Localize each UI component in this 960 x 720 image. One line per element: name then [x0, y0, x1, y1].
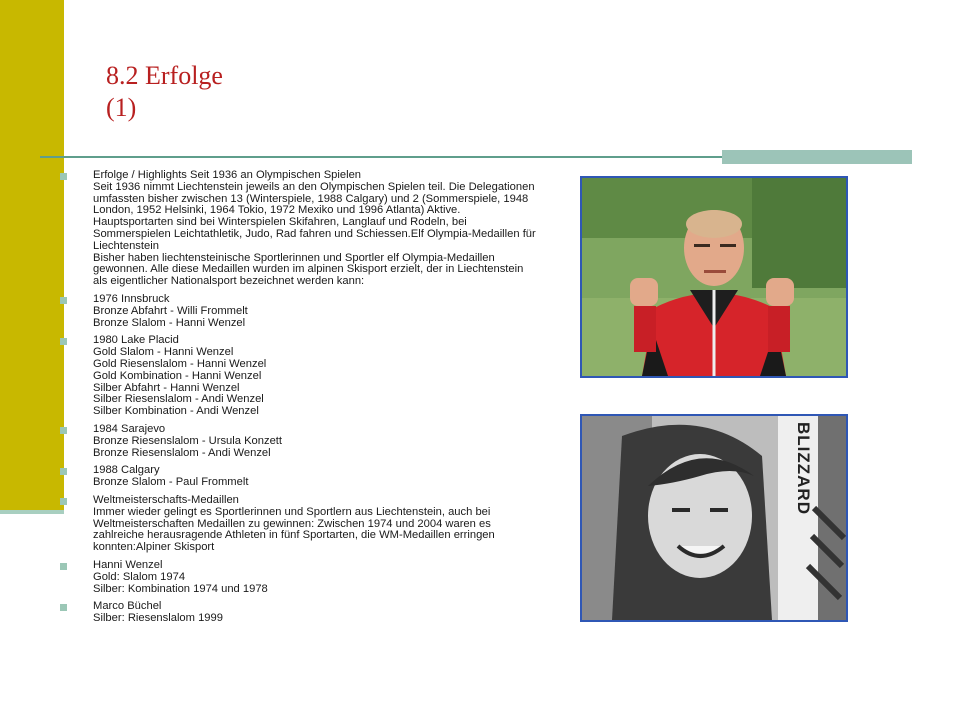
- square-bullet-icon: [60, 563, 67, 570]
- content-bullet-list: [60, 170, 540, 631]
- square-bullet-icon: [60, 468, 67, 475]
- athlete-photo-man: [580, 176, 848, 378]
- list-item-heading: Weltmeisterschafts-Medaillen: [93, 493, 239, 506]
- list-item-heading: Erfolge / Highlights Seit 1936 an Olympischen Spielen: [93, 169, 362, 181]
- athlete-photo-woman: [580, 414, 848, 622]
- list-item-body: Gold: Slalom 1974 Silber: Kombination 1974 und 1978: [93, 570, 268, 595]
- square-bullet-icon: [60, 604, 67, 611]
- slide-title-line1: 8.2 Erfolge: [106, 61, 223, 90]
- list-item-body: Bronze Abfahrt - Willi Frommelt Bronze Slalom - Hanni Wenzel: [93, 304, 248, 329]
- slide-title: [106, 60, 223, 124]
- list-item-heading: 1980 Lake Placid: [93, 334, 179, 347]
- list-item-body: Seit 1936 nimmt Liechtenstein jeweils an den Olympischen Spielen teil. Die Delegationen umfassten bisher zwischen 13 (Winterspiele, 1988 Calgary) und 2 (Sommerspiele, 1948 London, 1952 Helsinki, 1964 Tokio, 1972 Mexiko und 1996 Atlanta) Aktive. Hauptsportarten sind bei Winterspielen Skifahren, Langlauf und Rodeln, bei Sommerspielen Leichtathletik, Judo, Rad fahren und Schiessen.Elf Olympia-Medaillen für Liechtenstein Bisher haben liechtensteinische Sportlerinnen und Sportler elf Olympia-Medaillen gewonnen. Alle diese Medaillen wurden im alpinen Skisport erzielt, der in Liechtenstein als eigentlicher Nationalsport bezeichnet werden kann:: [93, 180, 536, 288]
- list-item-body: Gold Slalom - Hanni Wenzel Gold Riesenslalom - Hanni Wenzel Gold Kombination - Hanni Wenzel Silber Abfahrt - Hanni Wenzel Silber Riesenslalom - Andi Wenzel Silber Kombination - Andi Wenzel: [93, 346, 267, 418]
- list-item: [60, 495, 540, 554]
- list-item-body: Immer wieder gelingt es Sportlerinnen und Sportlern aus Liechtenstein, auch bei Weltmeisterschaften Medaillen zu gewinnen: Zwischen 1974 und 2004 waren es zahlreiche herausragende Athleten in fünf Sportarten, die WM-Medaillen erringen konnten:Alpiner Skisport: [93, 505, 495, 554]
- left-accent-bar: [0, 0, 64, 513]
- list-item-heading: Marco Büchel: [93, 600, 162, 613]
- list-item-body: Bronze Riesenslalom - Ursula Konzett Bronze Riesenslalom - Andi Wenzel: [93, 434, 283, 459]
- slide-title-line2: (1): [106, 93, 137, 122]
- list-item: [60, 465, 540, 489]
- square-bullet-icon: [60, 173, 67, 180]
- list-item-heading: 1988 Calgary: [93, 464, 160, 477]
- list-item-body: Bronze Slalom - Paul Frommelt: [93, 476, 249, 489]
- list-item: [60, 294, 540, 329]
- list-item: [60, 170, 540, 288]
- list-item: [60, 560, 540, 595]
- square-bullet-icon: [60, 338, 67, 345]
- list-item: [60, 601, 540, 625]
- list-item-heading: Hanni Wenzel: [93, 558, 163, 571]
- list-item: [60, 424, 540, 459]
- ski-brand-label: BLIZZARD: [794, 422, 813, 515]
- square-bullet-icon: [60, 498, 67, 505]
- square-bullet-icon: [60, 297, 67, 304]
- square-bullet-icon: [60, 427, 67, 434]
- title-divider-accent: [722, 150, 912, 164]
- list-item-heading: 1984 Sarajevo: [93, 422, 166, 435]
- list-item: [60, 335, 540, 418]
- athlete-photo-man-image: [582, 178, 846, 376]
- left-accent-bar-edge: [0, 510, 64, 514]
- list-item-body: Silber: Riesenslalom 1999: [93, 612, 223, 625]
- list-item-heading: 1976 Innsbruck: [93, 292, 170, 305]
